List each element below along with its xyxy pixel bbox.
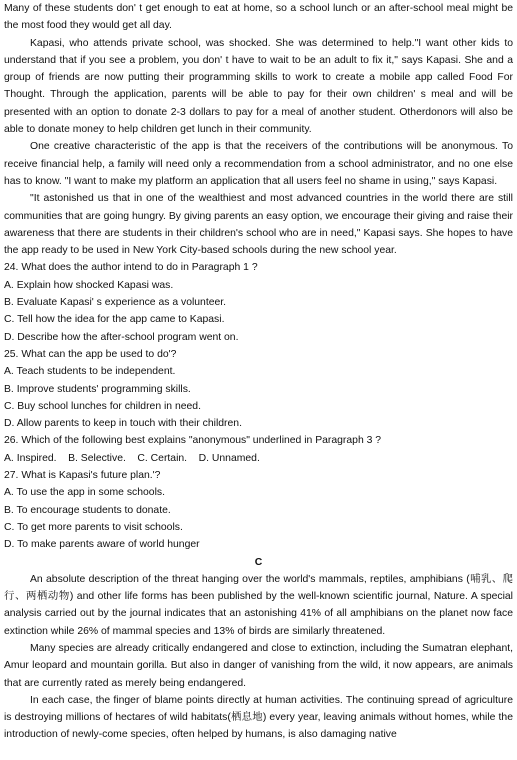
passage-c-paragraph-2: Many species are already critically endangered and close to extinction, including the Sumatran elephant, Amur leopard and mountain gorilla. But also in danger of vanishing from the wild, it now appears, are animals that are currently rated as merely being endangered.: [4, 642, 513, 689]
option-a: A. Teach students to be independent.: [4, 366, 176, 378]
option-d: D. To make parents aware of world hunger: [4, 539, 200, 551]
section-heading: C: [254, 556, 263, 568]
question-stem: 26. Which of the following best explains "anonymous" underlined in Paragraph 3 ?: [4, 435, 382, 447]
option-a: A. To use the app in some schools.: [4, 487, 165, 499]
passage-c: [4, 571, 513, 744]
option-d: D. Allow parents to keep in touch with their children.: [4, 418, 242, 430]
passage-b-paragraph-2: Kapasi, who attends private school, was shocked. She was determined to help."I want other kids to understand that if you see a problem, you don' t have to wait to be an adult to fix it," says Kapasi. She and a group of friends are now putting their programming skills to work to create a mobile app called Food For Thought. Through the application, parents will be able to pay for their own children' s meal and will be presented with an option to donate 2-3 dollars to pay for a meal of another student. Otherdonors will also be able to donate money to help children get lunch in their community.: [4, 37, 513, 136]
question-stem: 24. What does the author intend to do in Paragraph 1 ?: [4, 262, 258, 274]
passage-b-paragraph-3: One creative characteristic of the app is that the receivers of the contributions will be anonymous. To receive financial help, a family will need only a recommendation from a school administrator, and no one else has to know. "I want to make my platform an application that all users feel no shame in using," says Kapasi.: [4, 141, 513, 187]
option-d: D. Describe how the after-school program went on.: [4, 331, 239, 343]
option-c: C. Tell how the idea for the app came to Kapasi.: [4, 314, 225, 326]
option-b: B. Improve students' programming skills.: [4, 383, 191, 395]
question-stem: 25. What can the app be used to do'?: [4, 348, 177, 360]
option-a: A. Explain how shocked Kapasi was.: [4, 279, 174, 291]
passage-c-paragraph-1: An absolute description of the threat hanging over the world's mammals, reptiles, amphibians (哺乳、爬行、两栖动物) and other life forms has been published by the well-known scientific journal, Nature. A special analysis carried out by the journal indicates that an astonishing 41% of all amphibians on the planet now face extinction while 26% of mammal species and 13% of birds are similarly threatened.: [4, 573, 513, 637]
question-26: [4, 432, 513, 467]
passage-b: [4, 0, 513, 259]
passage-b-paragraph-4: "It astonished us that in one of the wealthiest and most advanced countries in the world there are still communities that are going hungry. By giving parents an easy option, we encourage their giving and raise their awareness that there are students in their children's school who are in need," Kapasi says. She hopes to have the app ready to be used in New York City-based schools during the new school year.: [4, 193, 513, 257]
question-24: [4, 259, 513, 345]
question-27: [4, 467, 513, 553]
option-b: B. Evaluate Kapasi' s experience as a volunteer.: [4, 297, 227, 309]
options-inline: A. Inspired. B. Selective. C. Certain. D. Unnamed.: [4, 452, 260, 464]
question-stem: 27. What is Kapasi's future plan.'?: [4, 470, 161, 482]
option-c: C. To get more parents to visit schools.: [4, 521, 183, 533]
option-b: B. To encourage students to donate.: [4, 504, 171, 516]
question-25: [4, 346, 513, 432]
passage-b-paragraph-1: Many of these students don' t get enough to eat at home, so a school lunch or an after-school meal might be the most food they would get all day.: [4, 3, 513, 32]
passage-c-paragraph-3: In each case, the finger of blame points directly at human activities. The continuing spread of agriculture is destroying millions of hectares of wild habitats(栖息地) every year, leaving animals without homes, while the introduction of newly-come species, often helped by humans, is also damaging native: [4, 694, 513, 741]
option-c: C. Buy school lunches for children in need.: [4, 400, 201, 412]
